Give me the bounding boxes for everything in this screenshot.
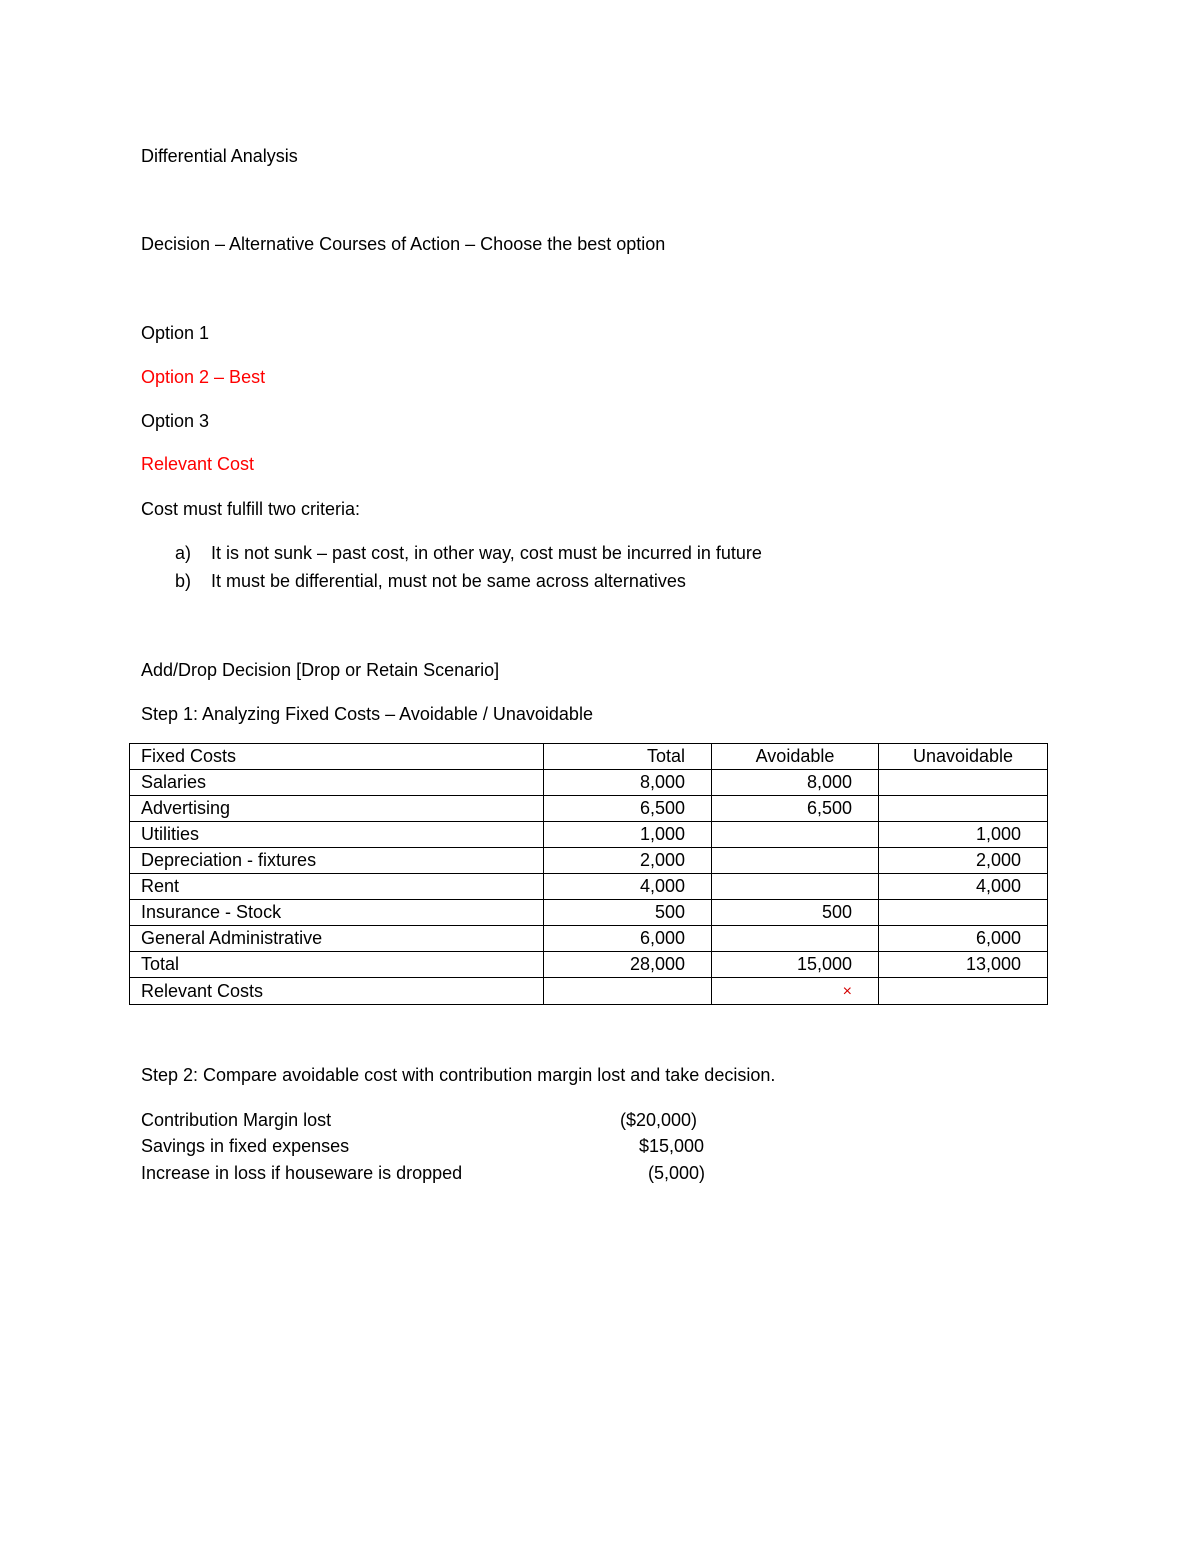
- row-label: Relevant Costs: [130, 978, 544, 1005]
- table-header-row: [130, 744, 1048, 770]
- cell-avoidable: [712, 848, 879, 874]
- cell-total: 6,000: [544, 926, 712, 952]
- row-label: Utilities: [130, 822, 544, 848]
- document-title: Differential Analysis: [141, 146, 298, 166]
- step-2-heading: Step 2: Compare avoidable cost with contribution margin lost and take decision.: [141, 1065, 776, 1085]
- cell-total: 6,500: [544, 796, 712, 822]
- cell-avoidable: [712, 926, 879, 952]
- row-label: Rent: [130, 874, 544, 900]
- cell-avoidable: 8,000: [712, 770, 879, 796]
- cell-total: 4,000: [544, 874, 712, 900]
- fixed-costs-table: [129, 743, 1048, 1005]
- table-row: [130, 926, 1048, 952]
- cell-unavoidable: 4,000: [879, 874, 1048, 900]
- table-row: [130, 848, 1048, 874]
- cell-avoidable: 6,500: [712, 796, 879, 822]
- header-avoidable: Avoidable: [712, 744, 879, 770]
- cell-total: 2,000: [544, 848, 712, 874]
- header-unavoidable: Unavoidable: [879, 744, 1048, 770]
- option-1: Option 1: [141, 323, 210, 343]
- comparison-label: Increase in loss if houseware is dropped: [141, 1163, 463, 1183]
- table-row: [130, 822, 1048, 848]
- cell-total: 1,000: [544, 822, 712, 848]
- cell-total: 28,000: [544, 952, 712, 978]
- cell-unavoidable: 1,000: [879, 822, 1048, 848]
- step-1-heading: Step 1: Analyzing Fixed Costs – Avoidable / Unavoidable: [141, 704, 593, 724]
- cell-total: [544, 978, 712, 1005]
- row-label: Salaries: [130, 770, 544, 796]
- table-row: [130, 770, 1048, 796]
- relevant-cost-heading: Relevant Cost: [141, 454, 255, 474]
- criteria-item-b: [175, 570, 686, 592]
- comparison-label: Savings in fixed expenses: [141, 1136, 350, 1156]
- cell-avoidable: 500: [712, 900, 879, 926]
- table-relevant-costs-row: [130, 978, 1048, 1005]
- add-drop-heading: Add/Drop Decision [Drop or Retain Scenario]: [141, 660, 500, 680]
- comparison-value: $15,000: [639, 1136, 705, 1156]
- option-3: Option 3: [141, 411, 210, 431]
- row-label: Depreciation - fixtures: [130, 848, 544, 874]
- list-marker: a): [175, 543, 192, 563]
- list-marker: b): [175, 571, 192, 591]
- row-label: General Administrative: [130, 926, 544, 952]
- row-label: Insurance - Stock: [130, 900, 544, 926]
- cell-avoidable: [712, 874, 879, 900]
- cell-unavoidable: 6,000: [879, 926, 1048, 952]
- criteria-item-a: [175, 542, 762, 564]
- cell-unavoidable: [879, 770, 1048, 796]
- table-row: [130, 874, 1048, 900]
- cell-unavoidable: [879, 978, 1048, 1005]
- comparison-value: (5,000): [648, 1163, 706, 1183]
- table-row: [130, 900, 1048, 926]
- cell-total: 500: [544, 900, 712, 926]
- cell-unavoidable: [879, 796, 1048, 822]
- cell-avoidable: [712, 978, 879, 1005]
- cross-mark-icon: ×: [842, 983, 852, 1000]
- comparison-label: Contribution Margin lost: [141, 1110, 332, 1130]
- header-fixed-costs: Fixed Costs: [130, 744, 544, 770]
- criteria-intro: Cost must fulfill two criteria:: [141, 499, 361, 519]
- criteria-text: It must be differential, must not be same across alternatives: [211, 571, 686, 591]
- cell-total: 8,000: [544, 770, 712, 796]
- option-2-best: Option 2 – Best: [141, 367, 266, 387]
- decision-line: Decision – Alternative Courses of Action – Choose the best option: [141, 234, 666, 254]
- cell-unavoidable: [879, 900, 1048, 926]
- table-row: [130, 796, 1048, 822]
- row-label: Total: [130, 952, 544, 978]
- cell-unavoidable: 2,000: [879, 848, 1048, 874]
- cell-unavoidable: 13,000: [879, 952, 1048, 978]
- row-label: Advertising: [130, 796, 544, 822]
- table-total-row: [130, 952, 1048, 978]
- cell-avoidable: 15,000: [712, 952, 879, 978]
- cell-avoidable: [712, 822, 879, 848]
- criteria-text: It is not sunk – past cost, in other way, cost must be incurred in future: [211, 543, 762, 563]
- header-total: Total: [544, 744, 712, 770]
- comparison-value: ($20,000): [620, 1110, 698, 1130]
